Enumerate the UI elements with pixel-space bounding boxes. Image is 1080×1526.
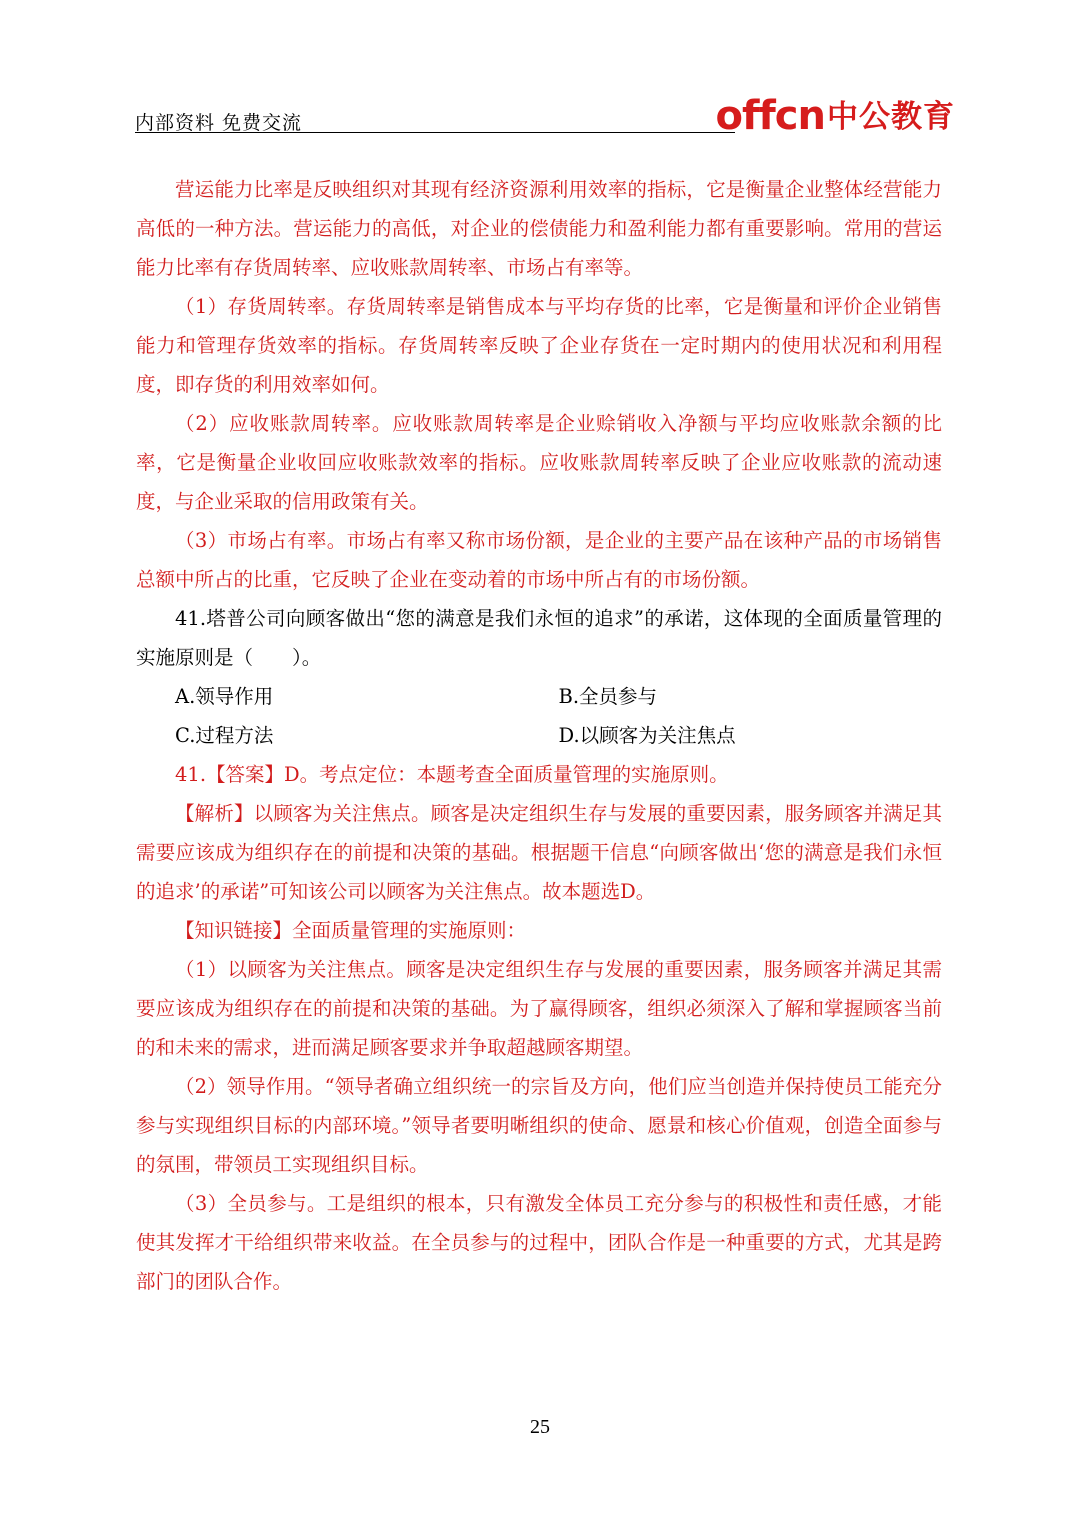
option-b: B.全员参与 — [558, 685, 658, 708]
paragraph-inventory-turnover: （1）存货周转率。存货周转率是销售成本与平均存货的比率，它是衡量和评价企业销售能力和管理存货效率的指标。存货周转率反映了企业存货在一定时期内的使用状况和利用程度，即存货的利用效率如何。 — [136, 295, 942, 396]
option-c: C.过程方法 — [175, 724, 274, 747]
page-content — [136, 170, 942, 1301]
options-row-1 — [136, 677, 942, 716]
knowledge-link-heading: 【知识链接】全面质量管理的实施原则： — [175, 919, 527, 942]
logo-latin: offcn — [715, 93, 825, 139]
header-rule — [135, 132, 735, 133]
option-a: A.领导作用 — [175, 685, 274, 708]
paragraph-receivables-turnover: （2）应收账款周转率。应收账款周转率是企业赊销收入净额与平均应收账款余额的比率，它是衡量企业收回应收账款效率的指标。应收账款周转率反映了企业应收账款的流动速度，与企业采取的信用政策有关。 — [136, 412, 942, 513]
paragraph-operating-ratio: 营运能力比率是反映组织对其现有经济资源利用效率的指标，它是衡量企业整体经营能力高低的一种方法。营运能力的高低，对企业的偿债能力和盈利能力都有重要影响。常用的营运能力比率有存货周转率、应收账款周转率、市场占有率等。 — [136, 178, 942, 279]
options-row-2 — [136, 716, 942, 755]
paragraph-market-share: （3）市场占有率。市场占有率又称市场份额，是企业的主要产品在该种产品的市场销售总额中所占的比重，它反映了企业在变动着的市场中所占有的市场份额。 — [136, 529, 942, 591]
question-options — [136, 677, 942, 755]
option-d: D.以顾客为关注焦点 — [558, 724, 736, 747]
analysis-paragraph: 【解析】以顾客为关注焦点。顾客是决定组织生存与发展的重要因素，服务顾客并满足其需要应该成为组织存在的前提和决策的基础。根据题干信息“向顾客做出‘您的满意是我们永恒的追求’的承诺”可知该公司以顾客为关注焦点。故本题选D。 — [136, 802, 942, 903]
principle-customer-focus: （1）以顾客为关注焦点。顾客是决定组织生存与发展的重要因素，服务顾客并满足其需要应该成为组织存在的前提和决策的基础。为了赢得顾客，组织必须深入了解和掌握顾客当前的和未来的需求，进而满足顾客要求并争取超越顾客期望。 — [136, 958, 942, 1059]
logo-chinese: 中公教育 — [827, 99, 955, 135]
question-stem: 41.塔普公司向顾客做出“您的满意是我们永恒的追求”的承诺，这体现的全面质量管理的实施原则是（ ）。 — [136, 607, 942, 669]
principle-leadership: （2）领导作用。“领导者确立组织统一的宗旨及方向，他们应当创造并保持使员工能充分参与实现组织目标的内部环境。”领导者要明晰组织的使命、愿景和核心价值观，创造全面参与的氛围，带领员工实现组织目标。 — [136, 1075, 942, 1176]
offcn-logo — [715, 92, 955, 139]
principle-involvement: （3）全员参与。工是组织的根本，只有激发全体员工充分参与的积极性和责任感，才能使其发挥才干给组织带来收益。在全员参与的过程中，团队合作是一种重要的方式，尤其是跨部门的团队合作。 — [136, 1192, 942, 1293]
page-number: 25 — [530, 1416, 550, 1438]
header-left-text: 内部资料 免费交流 — [135, 112, 303, 134]
answer-line: 41.【答案】D。考点定位：本题考查全面质量管理的实施原则。 — [175, 763, 729, 786]
page-header — [135, 92, 955, 139]
